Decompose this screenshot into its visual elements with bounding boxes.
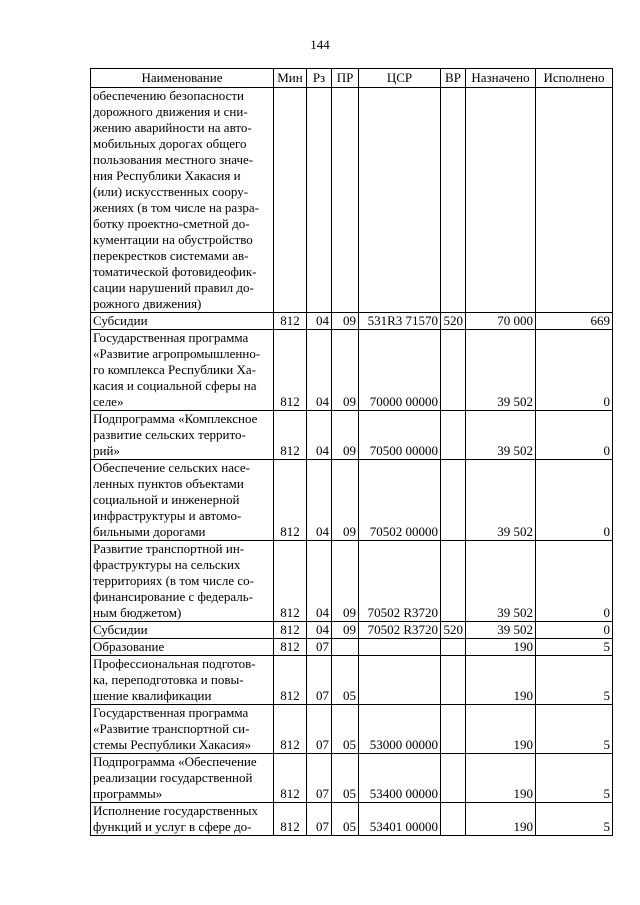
cell-rz: 07 [307, 656, 332, 705]
row-name-line: ка, переподготовка и повы- [93, 672, 244, 687]
row-name-line: социальной и инженерной [93, 492, 240, 507]
row-name-line: касия и социальной сферы на [93, 378, 257, 393]
cell-csr: 70502 R3720 [359, 622, 441, 639]
cell-assigned: 70 000 [466, 313, 536, 330]
cell-csr [359, 88, 441, 313]
row-name [91, 754, 274, 803]
row-name-line: рожного движения) [93, 296, 202, 311]
row-name-line: территориях (в том числе со- [93, 573, 254, 588]
header-name: Наименование [91, 69, 274, 88]
cell-rz: 04 [307, 622, 332, 639]
table-row [91, 88, 613, 313]
row-name [91, 803, 274, 836]
cell-assigned: 39 502 [466, 330, 536, 411]
row-name-line: кументации на обустройство [93, 232, 253, 247]
row-name-line: «Развитие транспортной си- [93, 721, 250, 736]
cell-vr: 520 [441, 622, 466, 639]
row-name [91, 622, 274, 639]
cell-csr: 70502 R3720 [359, 541, 441, 622]
table-row [91, 411, 613, 460]
cell-rz: 04 [307, 541, 332, 622]
cell-assigned: 190 [466, 803, 536, 836]
cell-executed: 5 [536, 754, 613, 803]
row-name-line: ленных пунктов объектами [93, 476, 244, 491]
header-pr: ПР [332, 69, 359, 88]
cell-vr: 520 [441, 313, 466, 330]
cell-rz: 07 [307, 754, 332, 803]
cell-assigned [466, 88, 536, 313]
header-rz: Рз [307, 69, 332, 88]
row-name-line: дорожного движения и сни- [93, 104, 248, 119]
cell-rz: 04 [307, 411, 332, 460]
cell-pr: 09 [332, 330, 359, 411]
row-name-line: селе» [93, 394, 124, 409]
row-name-line: шение квалификации [93, 688, 212, 703]
cell-pr: 05 [332, 705, 359, 754]
row-name-line: реализации государственной [93, 770, 253, 785]
row-name-line: Субсидии [93, 622, 148, 637]
row-name-line: жению аварийности на авто- [93, 120, 252, 135]
cell-pr: 05 [332, 656, 359, 705]
table-header-row [91, 69, 613, 88]
cell-vr [441, 541, 466, 622]
row-name-line: обеспечению безопасности [93, 88, 245, 103]
cell-executed: 0 [536, 411, 613, 460]
cell-csr [359, 639, 441, 656]
row-name-line: томатической фотовидеофик- [93, 264, 257, 279]
cell-pr [332, 639, 359, 656]
cell-csr: 70502 00000 [359, 460, 441, 541]
row-name-line: рий» [93, 443, 120, 458]
cell-vr [441, 754, 466, 803]
cell-executed: 5 [536, 656, 613, 705]
row-name-line: бильными дорогами [93, 524, 206, 539]
cell-vr [441, 639, 466, 656]
row-name-line: Подпрограмма «Комплексное [93, 411, 258, 426]
row-name [91, 411, 274, 460]
row-name-line: мобильных дорогах общего [93, 136, 247, 151]
cell-assigned: 190 [466, 639, 536, 656]
cell-assigned: 39 502 [466, 622, 536, 639]
cell-rz: 04 [307, 460, 332, 541]
header-min: Мин [274, 69, 307, 88]
page-number: 144 [310, 37, 330, 52]
row-name-line: ботку проектно-сметной до- [93, 216, 250, 231]
row-name-line: Исполнение государственных [93, 803, 259, 818]
cell-vr [441, 705, 466, 754]
table-row [91, 460, 613, 541]
cell-min: 812 [274, 330, 307, 411]
cell-csr: 70500 00000 [359, 411, 441, 460]
header-csr: ЦСР [359, 69, 441, 88]
row-name-line: Образование [93, 639, 165, 654]
row-name [91, 330, 274, 411]
row-name-line: программы» [93, 786, 163, 801]
cell-min: 812 [274, 639, 307, 656]
cell-rz: 04 [307, 330, 332, 411]
cell-assigned: 39 502 [466, 541, 536, 622]
row-name [91, 460, 274, 541]
row-name [91, 88, 274, 313]
cell-min: 812 [274, 803, 307, 836]
table-row [91, 754, 613, 803]
row-name [91, 541, 274, 622]
cell-pr [332, 88, 359, 313]
table-row [91, 622, 613, 639]
row-name-line: сации нарушений правил до- [93, 280, 254, 295]
cell-executed: 669 [536, 313, 613, 330]
cell-rz: 07 [307, 639, 332, 656]
cell-min: 812 [274, 313, 307, 330]
row-name-line: Субсидии [93, 313, 148, 328]
row-name-line: «Развитие агропромышленно- [93, 346, 261, 361]
cell-assigned: 190 [466, 705, 536, 754]
cell-executed: 5 [536, 705, 613, 754]
cell-executed: 5 [536, 639, 613, 656]
table-row [91, 313, 613, 330]
row-name-line: Подпрограмма «Обеспечение [93, 754, 257, 769]
row-name-line: стемы Республики Хакасия» [93, 737, 252, 752]
cell-min: 812 [274, 656, 307, 705]
row-name [91, 705, 274, 754]
cell-executed [536, 88, 613, 313]
cell-rz [307, 88, 332, 313]
row-name-line: инфраструктуры и автомо- [93, 508, 242, 523]
table-row [91, 705, 613, 754]
cell-assigned: 39 502 [466, 411, 536, 460]
cell-executed: 0 [536, 460, 613, 541]
cell-min: 812 [274, 541, 307, 622]
cell-csr: 53000 00000 [359, 705, 441, 754]
cell-pr: 09 [332, 622, 359, 639]
row-name [91, 639, 274, 656]
cell-pr: 05 [332, 803, 359, 836]
cell-csr: 53400 00000 [359, 754, 441, 803]
cell-min: 812 [274, 754, 307, 803]
cell-pr: 09 [332, 313, 359, 330]
row-name-line: ния Республики Хакасия и [93, 168, 241, 183]
row-name-line: финансирование с федераль- [93, 589, 254, 604]
table-row [91, 541, 613, 622]
row-name-line: го комплекса Республики Ха- [93, 362, 257, 377]
table-row [91, 639, 613, 656]
header-assigned: Назначено [466, 69, 536, 88]
row-name-line: Профессиональная подготов- [93, 656, 256, 671]
cell-vr [441, 460, 466, 541]
cell-pr: 09 [332, 541, 359, 622]
row-name-line: фраструктуры на сельских [93, 557, 241, 572]
cell-assigned: 190 [466, 656, 536, 705]
row-name [91, 656, 274, 705]
cell-vr [441, 411, 466, 460]
cell-executed: 0 [536, 622, 613, 639]
cell-min: 812 [274, 705, 307, 754]
cell-rz: 07 [307, 705, 332, 754]
cell-vr [441, 88, 466, 313]
cell-vr [441, 656, 466, 705]
cell-pr: 05 [332, 754, 359, 803]
row-name-line: пользования местного значе- [93, 152, 254, 167]
cell-rz: 04 [307, 313, 332, 330]
row-name-line: (или) искусственных соору- [93, 184, 249, 199]
cell-csr [359, 656, 441, 705]
table-row [91, 330, 613, 411]
table-row [91, 803, 613, 836]
row-name-line: развитие сельских террито- [93, 427, 246, 442]
cell-pr: 09 [332, 460, 359, 541]
row-name-line: перекрестков системами ав- [93, 248, 249, 263]
row-name [91, 313, 274, 330]
cell-csr: 70000 00000 [359, 330, 441, 411]
budget-table [90, 68, 613, 836]
header-executed: Исполнено [536, 69, 613, 88]
cell-rz: 07 [307, 803, 332, 836]
cell-min: 812 [274, 622, 307, 639]
row-name-line: Развитие транспортной ин- [93, 541, 245, 556]
row-name-line: ным бюджетом) [93, 605, 182, 620]
cell-executed: 0 [536, 541, 613, 622]
cell-min [274, 88, 307, 313]
table-row [91, 656, 613, 705]
row-name-line: жениях (в том числе на разра- [93, 200, 259, 215]
row-name-line: Обеспечение сельских насе- [93, 460, 251, 475]
cell-pr: 09 [332, 411, 359, 460]
row-name-line: функций и услуг в сфере до- [93, 819, 252, 834]
row-name-line: Государственная программа [93, 330, 249, 345]
cell-vr [441, 330, 466, 411]
cell-assigned: 190 [466, 754, 536, 803]
cell-executed: 5 [536, 803, 613, 836]
cell-csr: 53401 00000 [359, 803, 441, 836]
cell-executed: 0 [536, 330, 613, 411]
cell-assigned: 39 502 [466, 460, 536, 541]
cell-min: 812 [274, 460, 307, 541]
cell-min: 812 [274, 411, 307, 460]
row-name-line: Государственная программа [93, 705, 249, 720]
header-vr: ВР [441, 69, 466, 88]
cell-vr [441, 803, 466, 836]
cell-csr: 531R3 71570 [359, 313, 441, 330]
